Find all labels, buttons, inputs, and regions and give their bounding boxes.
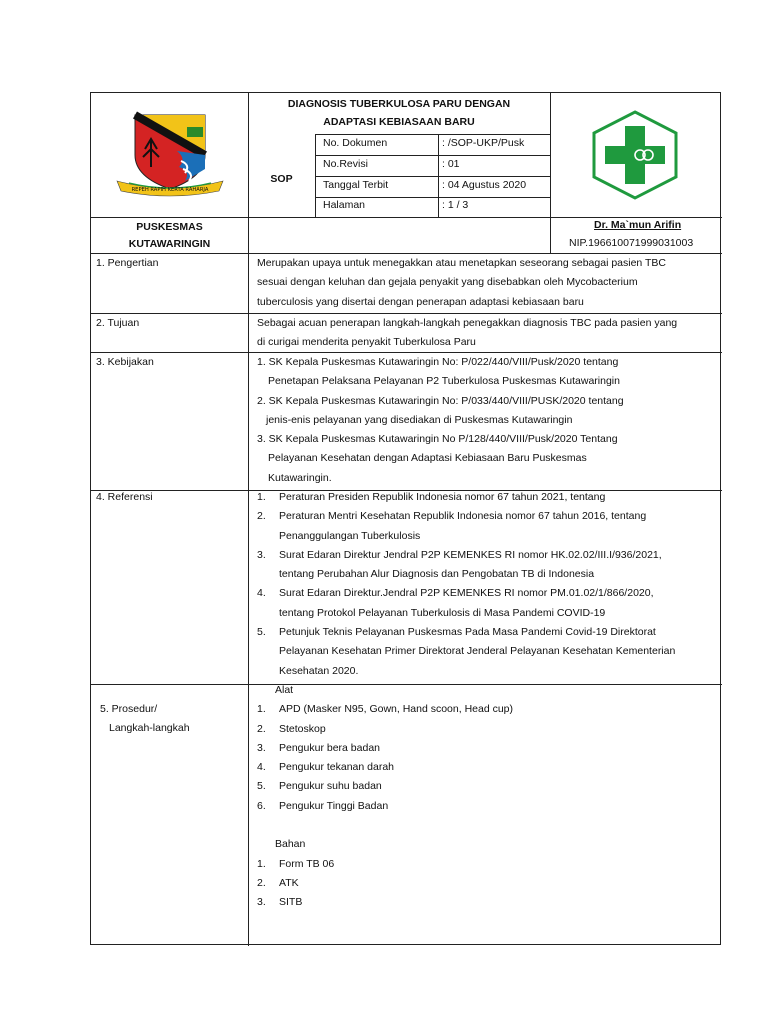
- list-item: [257, 546, 675, 565]
- text-line: 3. SK Kepala Puskesmas Kutawaringin No P/128/440/VIII/Pusk/2020 Tentang: [257, 433, 618, 446]
- section-label-kebijakan: 3. Kebijakan: [96, 356, 154, 368]
- list-text: Pengukur suhu badan: [279, 780, 382, 793]
- list-text: ATK: [279, 876, 299, 889]
- section-label-referensi: 4. Referensi: [96, 491, 153, 503]
- list-item: [257, 758, 513, 777]
- pengertian-text: [257, 254, 666, 312]
- list-item: [257, 797, 513, 816]
- list-number: 2.: [257, 722, 266, 735]
- header-bottom-line: [91, 217, 722, 218]
- org-name: [91, 219, 248, 253]
- label-line: Langkah-langkah: [109, 722, 190, 735]
- list-number: 1.: [257, 703, 266, 716]
- text-line: Sebagai acuan penerapan langkah-langkah penegakkan diagnosis TBC pada pasien yang: [257, 317, 678, 329]
- text-line: Kutawaringin.: [268, 471, 332, 484]
- title-line-1: DIAGNOSIS TUBERKULOSA PARU DENGAN: [287, 98, 511, 110]
- list-text: Pengukur tekanan darah: [279, 761, 395, 774]
- tujuan-text: [257, 314, 677, 353]
- list-text: Form TB 06: [279, 857, 335, 870]
- list-number: 3.: [257, 741, 266, 754]
- section-label-prosedur: [100, 700, 190, 739]
- signer-name: Dr. Ma`mun Arifin: [594, 219, 682, 231]
- list-text: Petunjuk Teknis Pelayanan Puskesmas Pada Masa Pandemi Covid-19 Direktorat: [279, 626, 656, 639]
- meta-value-document-number: : /SOP-UKP/Pusk: [442, 137, 525, 149]
- list-item: [257, 700, 513, 719]
- list-text: Peraturan Mentri Kesehatan Republik Indonesia nomor 67 tahun 2016, tentang: [279, 510, 647, 523]
- list-item: [257, 893, 513, 912]
- list-text-continued: Pelayanan Kesehatan Primer Direktorat Jenderal Pelayanan Kesehatan Kementerian: [279, 645, 676, 658]
- signer-nip: NIP.196610071999031003: [569, 237, 694, 249]
- list-text: Stetoskop: [279, 722, 326, 735]
- list-item: [257, 777, 513, 796]
- list-number: 3.: [257, 548, 266, 561]
- meta-value-revision: : 01: [442, 158, 460, 170]
- text-line: tuberculosis yang disertai dengan penerapan adaptasi kebiasaan baru: [257, 295, 584, 308]
- org-name-line-2: KUTAWARINGIN: [128, 238, 211, 250]
- text-line: 2. SK Kepala Puskesmas Kutawaringin No: P/033/440/VIII/PUSK/2020 tentang: [257, 394, 624, 407]
- column-divider: [248, 93, 249, 946]
- list-text: Peraturan Presiden Republik Indonesia nomor 67 tahun 2021, tentang: [279, 491, 606, 503]
- list-text-continued: Penanggulangan Tuberkulosis: [279, 529, 421, 542]
- list-number: 3.: [257, 896, 266, 909]
- text-line: sesuai dengan keluhan dan gejala penyakit yang disebabkan oleh Mycobacterium: [257, 276, 638, 289]
- text-line: di curigai menderita penyakit Tuberkulosa Paru: [257, 336, 476, 349]
- section-label-pengertian: 1. Pengertian: [96, 257, 159, 269]
- meta-row-line: [315, 197, 551, 198]
- list-text: Surat Edaran Direktur Jendral P2P KEMENKES RI nomor HK.02.02/III.I/936/2021,: [279, 548, 662, 561]
- meta-row-line: [315, 134, 551, 135]
- list-number: 1.: [257, 491, 266, 503]
- text-line: Merupakan upaya untuk menegakkan atau menetapkan seseorang sebagai pasien TBC: [257, 257, 666, 269]
- list-text-continued: tentang Perubahan Alur Diagnosis dan Pengobatan TB di Indonesia: [279, 568, 595, 581]
- list-text-continued: tentang Protokol Pelayanan Tuberkulosis di Masa Pandemi COVID-19: [279, 606, 606, 619]
- list-item: [257, 720, 513, 739]
- meta-value-page: : 1 / 3: [442, 199, 469, 211]
- list-number: 4.: [257, 587, 266, 600]
- alat-heading: Alat: [275, 684, 294, 696]
- meta-label-revision: No.Revisi: [323, 158, 368, 170]
- meta-value-issue-date: : 04 Agustus 2020: [442, 179, 527, 191]
- list-text: SITB: [279, 896, 303, 909]
- document-title: [248, 95, 550, 131]
- meta-label-document-number: No. Dokumen: [323, 137, 388, 149]
- list-text: Surat Edaran Direktur.Jendral P2P KEMENKES RI nomor PM.01.02/1/866/2020,: [279, 587, 654, 600]
- text-line: jenis-enis pelayanan yang disediakan di Puskesmas Kutawaringin: [266, 413, 573, 426]
- list-item: [257, 488, 675, 507]
- meta-row-line: [315, 155, 551, 156]
- list-text: Pengukur Tinggi Badan: [279, 799, 389, 812]
- bahan-heading: Bahan: [275, 838, 306, 851]
- sop-label: SOP: [270, 173, 293, 185]
- meta-row-line: [315, 176, 551, 177]
- list-number: 2.: [257, 510, 266, 523]
- list-text: Pengukur bera badan: [279, 741, 380, 754]
- meta-label-issue-date: Tanggal Terbit: [323, 179, 389, 191]
- section-label-tujuan: 2. Tujuan: [96, 317, 140, 329]
- list-item: [257, 855, 513, 874]
- text-line: Pelayanan Kesehatan dengan Adaptasi Kebiasaan Baru Puskesmas: [268, 452, 587, 465]
- list-text: APD (Masker N95, Gown, Hand scoon, Head cup): [279, 703, 514, 716]
- emblem-banner-text: REPEH RAPIH KERTA RAHARJA: [131, 187, 209, 193]
- list-number: 4.: [257, 761, 266, 774]
- list-item: [257, 584, 675, 603]
- prosedur-content: [257, 681, 513, 913]
- kebijakan-text: [257, 353, 624, 488]
- column-divider-right: [550, 93, 551, 253]
- list-item: [257, 874, 513, 893]
- list-item: [257, 507, 675, 526]
- list-text-continued: Kesehatan 2020.: [279, 664, 359, 677]
- meta-label-page: Halaman: [323, 199, 366, 211]
- list-number: 5.: [257, 780, 266, 793]
- list-number: 1.: [257, 857, 266, 870]
- puskesmas-logo: [585, 109, 685, 201]
- text-line: Penetapan Pelaksana Pelayanan P2 Tuberkulosa Puskesmas Kutawaringin: [268, 375, 620, 388]
- list-item: [257, 739, 513, 758]
- spacer: [257, 816, 513, 835]
- org-name-line-1: PUSKESMAS: [136, 221, 203, 233]
- title-line-2: ADAPTASI KEBIASAAN BARU: [323, 116, 475, 128]
- label-line: 5. Prosedur/: [100, 703, 158, 715]
- list-number: 2.: [257, 876, 266, 889]
- text-line: 1. SK Kepala Puskesmas Kutawaringin No: P/022/440/VIII/Pusk/2020 tentang: [257, 356, 619, 368]
- list-number: 6.: [257, 799, 266, 812]
- list-item: [257, 623, 675, 642]
- regional-emblem-logo: [107, 109, 233, 199]
- referensi-list: [257, 488, 675, 681]
- list-number: 5.: [257, 626, 266, 639]
- sop-document: [90, 92, 721, 945]
